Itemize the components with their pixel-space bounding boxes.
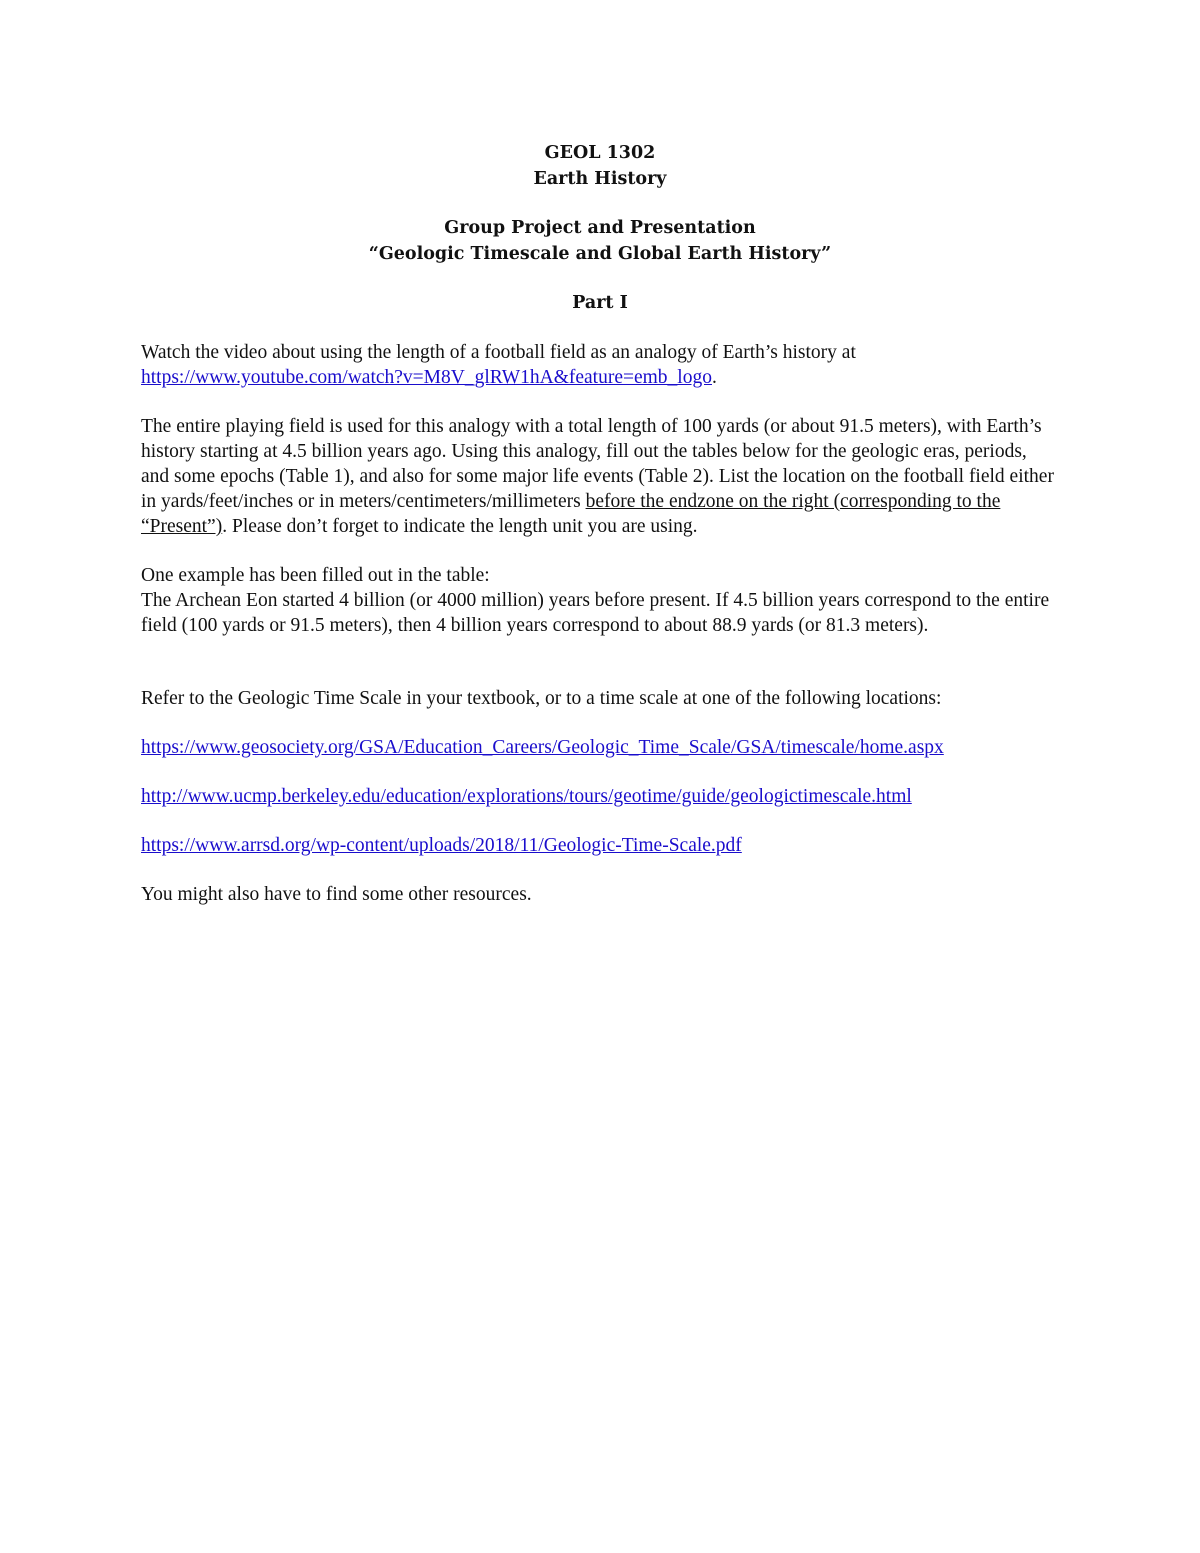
part-heading: Part I (572, 293, 628, 313)
arrsd-link[interactable]: https://www.arrsd.org/wp-content/uploads/2018/11/Geologic-Time-Scale.pdf (141, 835, 742, 856)
reference-link-item (141, 833, 1059, 858)
course-code: GEOL 1302 (544, 143, 656, 163)
course-title: Earth History (533, 169, 667, 189)
instructions-text: The entire playing field is used for this analogy with a total length of 100 yards (or about 91.5 meters), with Earth’s history starting at 4.5 billion years ago. Using this analogy, fill out the tables below for the geologic eras, periods, and some epochs (Table 1), and also for some major life events (Table 2). List the location on the football field either in yards/feet/inches or in meters/centimeters/millimeters (141, 416, 1054, 512)
video-link[interactable]: https://www.youtube.com/watch?v=M8V_glRW1hA&feature=emb_logo (141, 367, 712, 388)
project-title: Group Project and Presentation (444, 218, 756, 238)
example-line-1: One example has been filled out in the table: (141, 565, 490, 586)
project-subtitle: “Geologic Timescale and Global Earth History” (368, 244, 832, 264)
instructions-underlined: before the endzone on the right (corresponding to the “Present”) (141, 491, 1001, 537)
ucmp-link[interactable]: http://www.ucmp.berkeley.edu/education/explorations/tours/geotime/guide/geologictimescale.html (141, 786, 912, 807)
closing-text: You might also have to find some other resources. (141, 884, 532, 905)
references-intro: Refer to the Geologic Time Scale in your textbook, or to a time scale at one of the following locations: (141, 688, 942, 709)
reference-link-item (141, 784, 1059, 809)
example-paragraph (141, 563, 1059, 638)
instructions-tail: . Please don’t forget to indicate the length unit you are using. (222, 516, 698, 537)
geosociety-link[interactable]: https://www.geosociety.org/GSA/Education_Careers/Geologic_Time_Scale/GSA/timescale/home.aspx (141, 737, 944, 758)
instructions-paragraph (141, 414, 1059, 539)
intro-paragraph (141, 340, 1059, 390)
document-content (141, 140, 1059, 907)
reference-link-item (141, 735, 1059, 760)
example-line-2: The Archean Eon started 4 billion (or 4000 million) years before present. If 4.5 billion years correspond to the entire field (100 yards or 91.5 meters), then 4 billion years correspond to about 88.9 yards (or 81.3 meters). (141, 590, 1050, 636)
intro-text: Watch the video about using the length of a football field as an analogy of Earth’s history at (141, 342, 856, 363)
intro-period: . (711, 367, 717, 388)
